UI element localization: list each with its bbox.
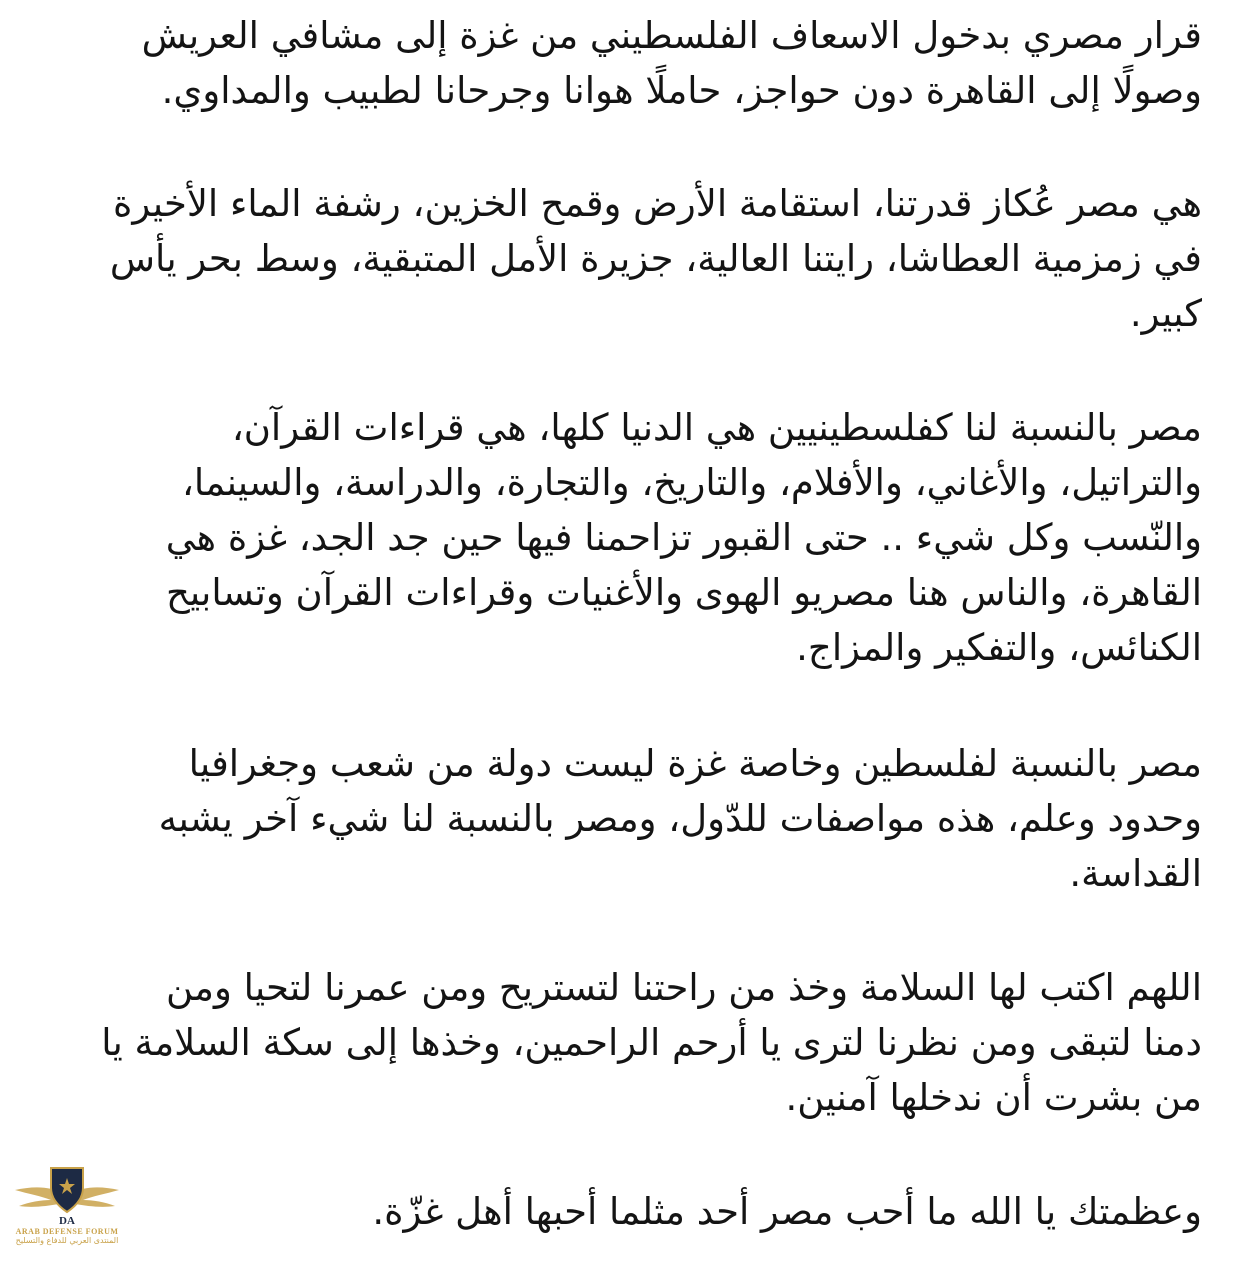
text-line: هي مصر عُكاز قدرتنا، استقامة الأرض وقمح الخزين، رشفة الماء الأخيرة <box>112 182 1202 225</box>
winged-shield-icon <box>11 1164 123 1226</box>
logo-text: DA <box>59 1215 75 1226</box>
paragraph-1 <box>40 8 1202 118</box>
text-line: كبير. <box>1129 292 1202 335</box>
text-line: وحدود وعلم، هذه مواصفات للدّول، ومصر بالنسبة لنا شيء آخر يشبه <box>158 797 1202 840</box>
text-line: الكنائس، والتفكير والمزاج. <box>796 626 1202 669</box>
text-line: والتراتيل، والأغاني، والأفلام، والتاريخ، والتجارة، والدراسة، والسينما، <box>181 461 1202 504</box>
text-line: وصولًا إلى القاهرة دون حواجز، حاملًا هوانا وجرحانا لطبيب والمداوي. <box>161 69 1202 112</box>
watermark-name-ar: المنتدى العربي للدفاع والتسليح <box>15 1236 119 1245</box>
text-line: في زمزمية العطاشا، رايتنا العالية، جزيرة الأمل المتبقية، وسط بحر يأس <box>109 237 1202 280</box>
post-text <box>40 0 1202 1261</box>
paragraph-2 <box>40 176 1202 341</box>
text-line: مصر بالنسبة لنا كفلسطينيين هي الدنيا كلها، هي قراءات القرآن، <box>231 406 1202 449</box>
text-line: القداسة. <box>1069 852 1202 895</box>
paragraph-3 <box>40 400 1202 675</box>
paragraph-6 <box>40 1184 1202 1239</box>
forum-watermark <box>6 1164 128 1256</box>
paragraph-5 <box>40 960 1202 1125</box>
paragraph-4 <box>40 736 1202 901</box>
text-line: قرار مصري بدخول الاسعاف الفلسطيني من غزة إلى مشافي العريش <box>141 14 1202 57</box>
text-line: وعظمتك يا الله ما أحب مصر أحد مثلما أحبها أهل غزّة. <box>372 1190 1202 1233</box>
text-line: والنّسب وكل شيء .. حتى القبور تزاحمنا فيها حين جد الجد، غزة هي <box>165 516 1202 559</box>
text-line: مصر بالنسبة لفلسطين وخاصة غزة ليست دولة من شعب وجغرافيا <box>188 742 1202 785</box>
watermark-name-en: ARAB DEFENSE FORUM <box>15 1227 119 1236</box>
text-line: من بشرت أن ندخلها آمنين. <box>785 1076 1202 1119</box>
text-line: دمنا لتبقى ومن نظرنا لترى يا أرحم الراحمين، وخذها إلى سكة السلامة يا <box>101 1021 1202 1064</box>
text-line: اللهم اكتب لها السلامة وخذ من راحتنا لتستريح ومن عمرنا لتحيا ومن <box>165 966 1202 1009</box>
text-line: القاهرة، والناس هنا مصريو الهوى والأغنيات وقراءات القرآن وتسابيح <box>166 571 1202 614</box>
